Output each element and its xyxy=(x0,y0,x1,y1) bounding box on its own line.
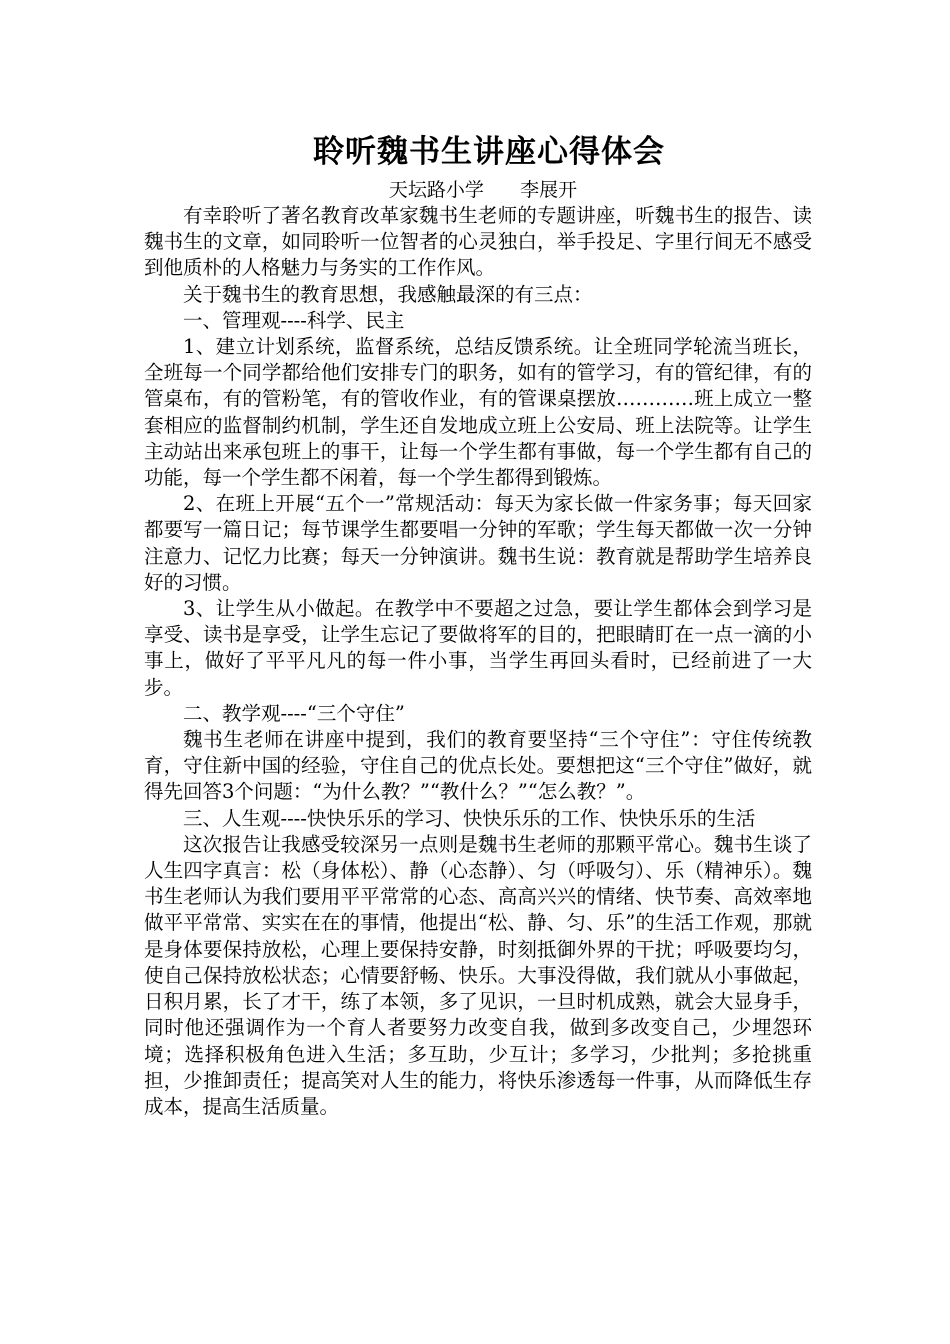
paragraph-life: 这次报告让我感受较深另一点则是魏书生老师的那颗平常心。魏书生谈了人生四字真言：松（身体松）、静（心态静）、匀（呼吸匀）、乐（精神乐）。魏书生老师认为我们要用平平常常的心态、高高兴兴的情绪、快节奏、高效率地做平平常常、实实在在的事情，他提出“松、静、匀、乐”的生活工作观，那就是身体要保持放松，心理上要保持安静，时刻抵御外界的干扰；呼吸要均匀，使自己保持放松状态；心情要舒畅、快乐。大事没得做，我们就从小事做起，日积月累，长了才干，练了本领，多了见识，一旦时机成熟，就会大显身手，同时他还强调作为一个育人者要努力改变自我，做到多改变自己，少埋怨环境；选择积极角色进入生活；多互助，少互计；多学习，少批判；多抢挑重担，少推卸责任；提高笑对人生的能力，将快乐渗透每一件事，从而降低生存成本，提高生活质量。 xyxy=(144,832,812,1118)
document-page xyxy=(144,130,812,1120)
paragraph-teaching: 魏书生老师在讲座中提到，我们的教育要坚持“三个守住”：守住传统教育，守住新中国的经验，守住自己的优点长处。要想把这“三个守住”做好，就得先回答3个问题：“为什么教？”“教什么？”“怎么教？”。 xyxy=(144,728,812,804)
section-heading-management: 一、管理观----科学、民主 xyxy=(183,308,405,332)
section-heading-teaching: 二、教学观----“三个守住” xyxy=(183,701,405,725)
document-title: 聆听魏书生讲座心得体会 xyxy=(313,134,665,170)
paragraph-three-points: 关于魏书生的教育思想，我感触最深的有三点： xyxy=(183,282,593,306)
author-byline: 天坛路小学 李展开 xyxy=(388,179,578,201)
paragraph-management-2: 2、在班上开展“五个一”常规活动：每天为家长做一件家务事；每天回家都要写一篇日记；每节课学生都要唱一分钟的军歌；学生每天都做一次一分钟注意力、记忆力比赛；每天一分钟演讲。魏书生说：教育就是帮助学生培养良好的习惯。 xyxy=(144,492,812,594)
paragraph-management-3: 3、让学生从小做起。在教学中不要超之过急，要让学生都体会到学习是享受、读书是享受，让学生忘记了要做将军的目的，把眼睛盯在一点一滴的小事上，做好了平平凡凡的每一件小事，当学生再回头看时，已经前进了一大步。 xyxy=(144,597,812,699)
section-heading-life: 三、人生观----快快乐乐的学习、快快乐乐的工作、快快乐乐的生活 xyxy=(183,806,756,830)
paragraph-intro: 有幸聆听了著名教育改革家魏书生老师的专题讲座，听魏书生的报告、读魏书生的文章，如同聆听一位智者的心灵独白，举手投足、字里行间无不感受到他质朴的人格魅力与务实的工作作风。 xyxy=(144,204,812,280)
paragraph-management-1: 1、建立计划系统，监督系统，总结反馈系统。让全班同学轮流当班长，全班每一个同学都给他们安排专门的职务，如有的管学习，有的管纪律，有的管桌布，有的管粉笔，有的管收作业，有的管课桌摆放…………班上成立一整套相应的监督制约机制，学生还自发地成立班上公安局、班上法院等。让学生主动站出来承包班上的事干，让每一个学生都有事做，每一个学生都有自己的功能，每一个学生都不闲着，每一个学生都得到锻炼。 xyxy=(144,335,812,490)
